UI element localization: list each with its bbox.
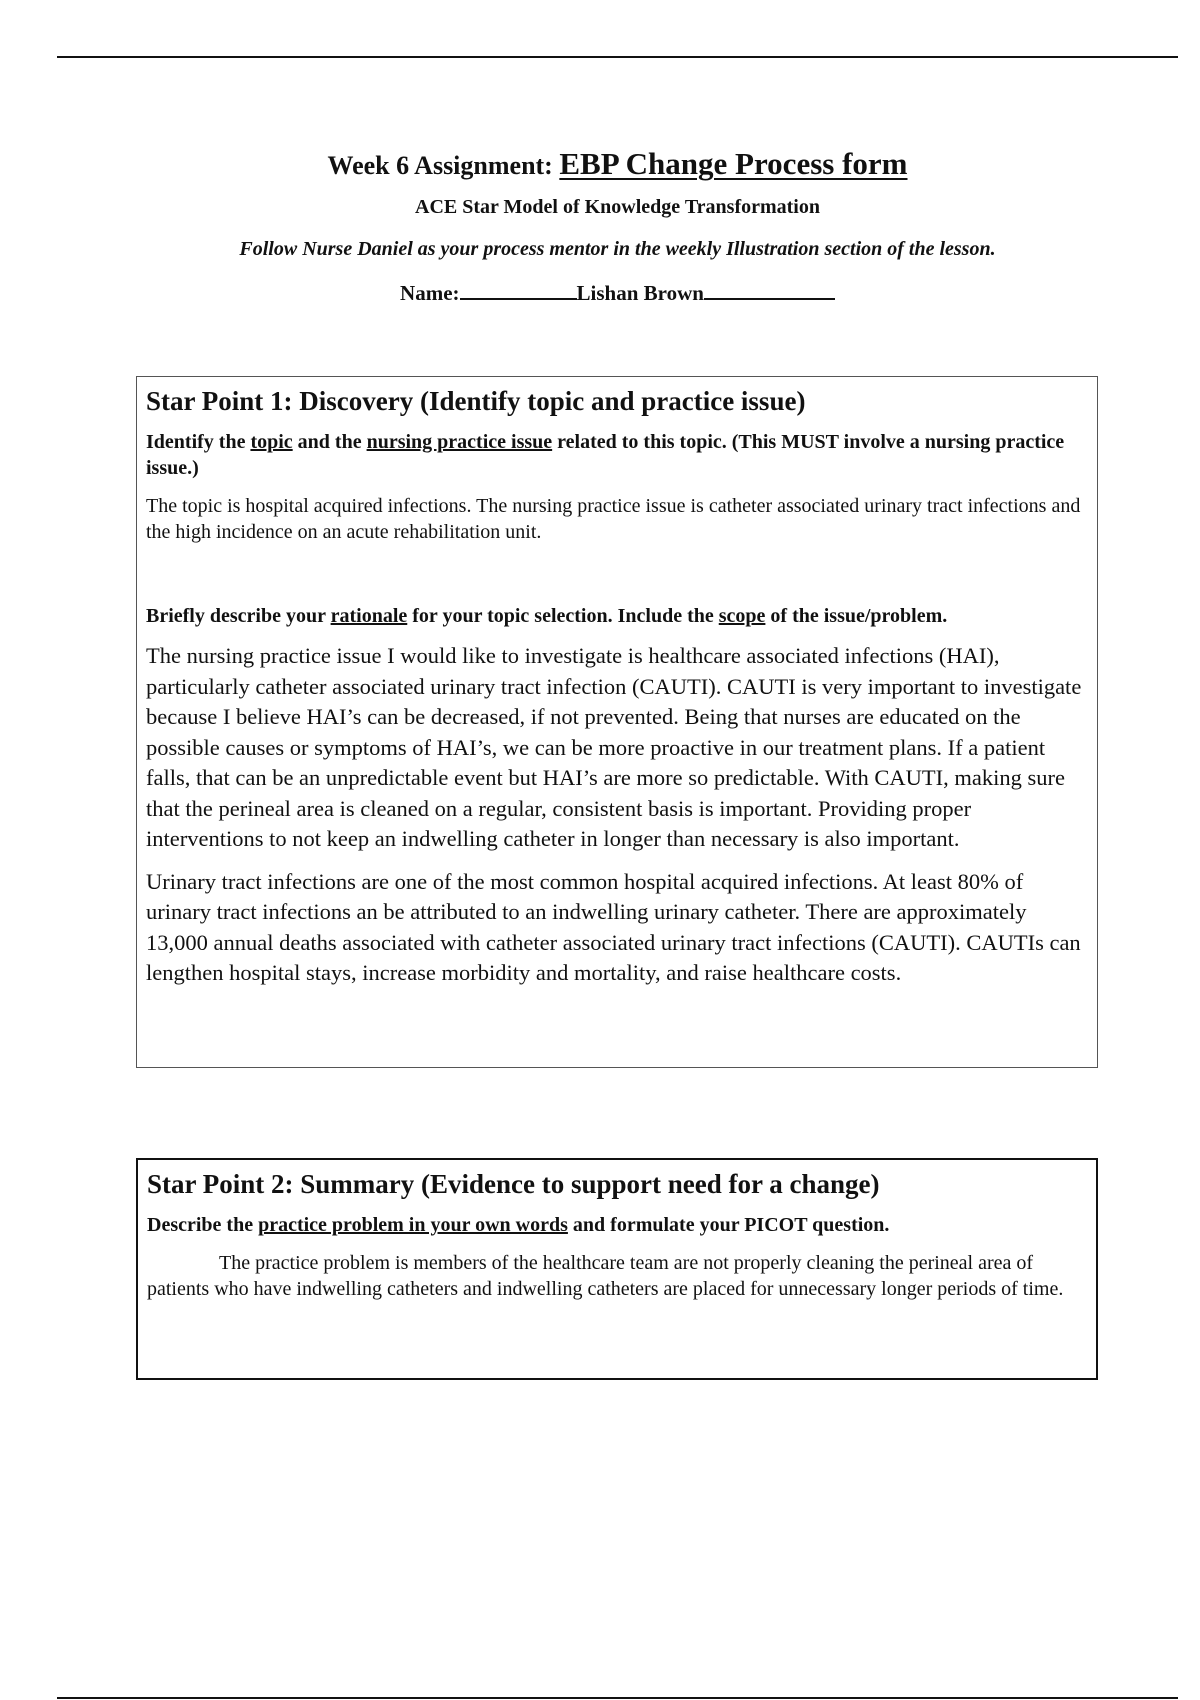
topic-prompt — [146, 429, 1089, 481]
practice-problem-answer: The practice problem is members of the healthcare team are not properly cleaning the perineal area of patients who have indwelling catheters and indwelling catheters are placed for unnecessary longer periods of time. — [147, 1252, 1064, 1300]
star-point-2-title: Star Point 2: Summary (Evidence to support need for a change) — [147, 1169, 880, 1199]
prompt-underlined-scope: scope — [718, 605, 766, 627]
spacer — [146, 557, 1089, 603]
top-rule — [57, 56, 1178, 58]
prompt-underlined-topic: topic — [250, 431, 293, 453]
prompt-underlined-problem: practice problem in your own words — [258, 1214, 568, 1236]
prompt-text: related to this topic. (This MUST involve a nursing practice issue.) — [146, 431, 1065, 479]
title-prefix: Week 6 Assignment: — [327, 151, 560, 180]
bottom-rule — [57, 1697, 1178, 1699]
name-blank-left — [460, 278, 577, 300]
name-value: Lishan Brown — [576, 281, 704, 305]
name-line — [0, 278, 1200, 306]
prompt-text: Describe the — [147, 1214, 259, 1236]
name-blank-right — [704, 278, 835, 300]
document-header — [0, 144, 1200, 306]
page-title — [0, 144, 1200, 186]
title-main: EBP Change Process form — [559, 146, 908, 181]
prompt-text: of the issue/problem. — [765, 605, 948, 627]
prompt-text: for your topic selection. Include the — [407, 605, 719, 627]
prompt-text: and the — [292, 431, 367, 453]
star-point-1-title: Star Point 1: Discovery (Identify topic and practice issue) — [146, 386, 806, 416]
prompt-text: Identify the — [146, 431, 251, 453]
prompt-underlined-rationale: rationale — [330, 605, 408, 627]
name-label: Name: — [400, 281, 460, 305]
star-point-2-box — [136, 1158, 1098, 1380]
prompt-underlined-issue: nursing practice issue — [366, 431, 553, 453]
subtitle: ACE Star Model of Knowledge Transformation — [415, 196, 820, 218]
prompt-text: Briefly describe your — [146, 605, 331, 627]
star-point-1-box — [136, 376, 1098, 1068]
rationale-prompt — [146, 603, 1089, 629]
rationale-answer-paragraph-2: Urinary tract infections are one of the most common hospital acquired infections. At least 80% of urinary tract infections an be attributed to an indwelling urinary catheter. There are approximately 13,000 annual deaths associated with catheter associated urinary tract infections (CAUTI). CAUTIs can lengthen hospital stays, increase morbidity and mortality, and raise healthcare costs. — [146, 868, 1081, 985]
rationale-answer-paragraph-1: The nursing practice issue I would like to investigate is healthcare associated infections (HAI), particularly catheter associated urinary tract infection (CAUTI). CAUTI is very important to investigate because I believe HAI’s can be decreased, if not prevented. Being that nurses are educated on the possible causes or symptoms of HAI’s, we can be more proactive in our treatment plans. If a patient falls, that can be an unpredictable event but HAI’s are more so predictable. With CAUTI, making sure that the perineal area is cleaned on a regular, consistent basis is important. Providing proper interventions to not keep an indwelling catheter in longer than necessary is also important. — [146, 643, 1082, 851]
prompt-text: and formulate your PICOT question. — [567, 1214, 890, 1236]
topic-answer: The topic is hospital acquired infections. The nursing practice issue is catheter associated urinary tract infections and the high incidence on an acute rehabilitation unit. — [146, 495, 1081, 543]
practice-problem-prompt — [147, 1212, 1088, 1238]
mentor-note: Follow Nurse Daniel as your process mentor in the weekly Illustration section of the lesson. — [239, 238, 996, 260]
